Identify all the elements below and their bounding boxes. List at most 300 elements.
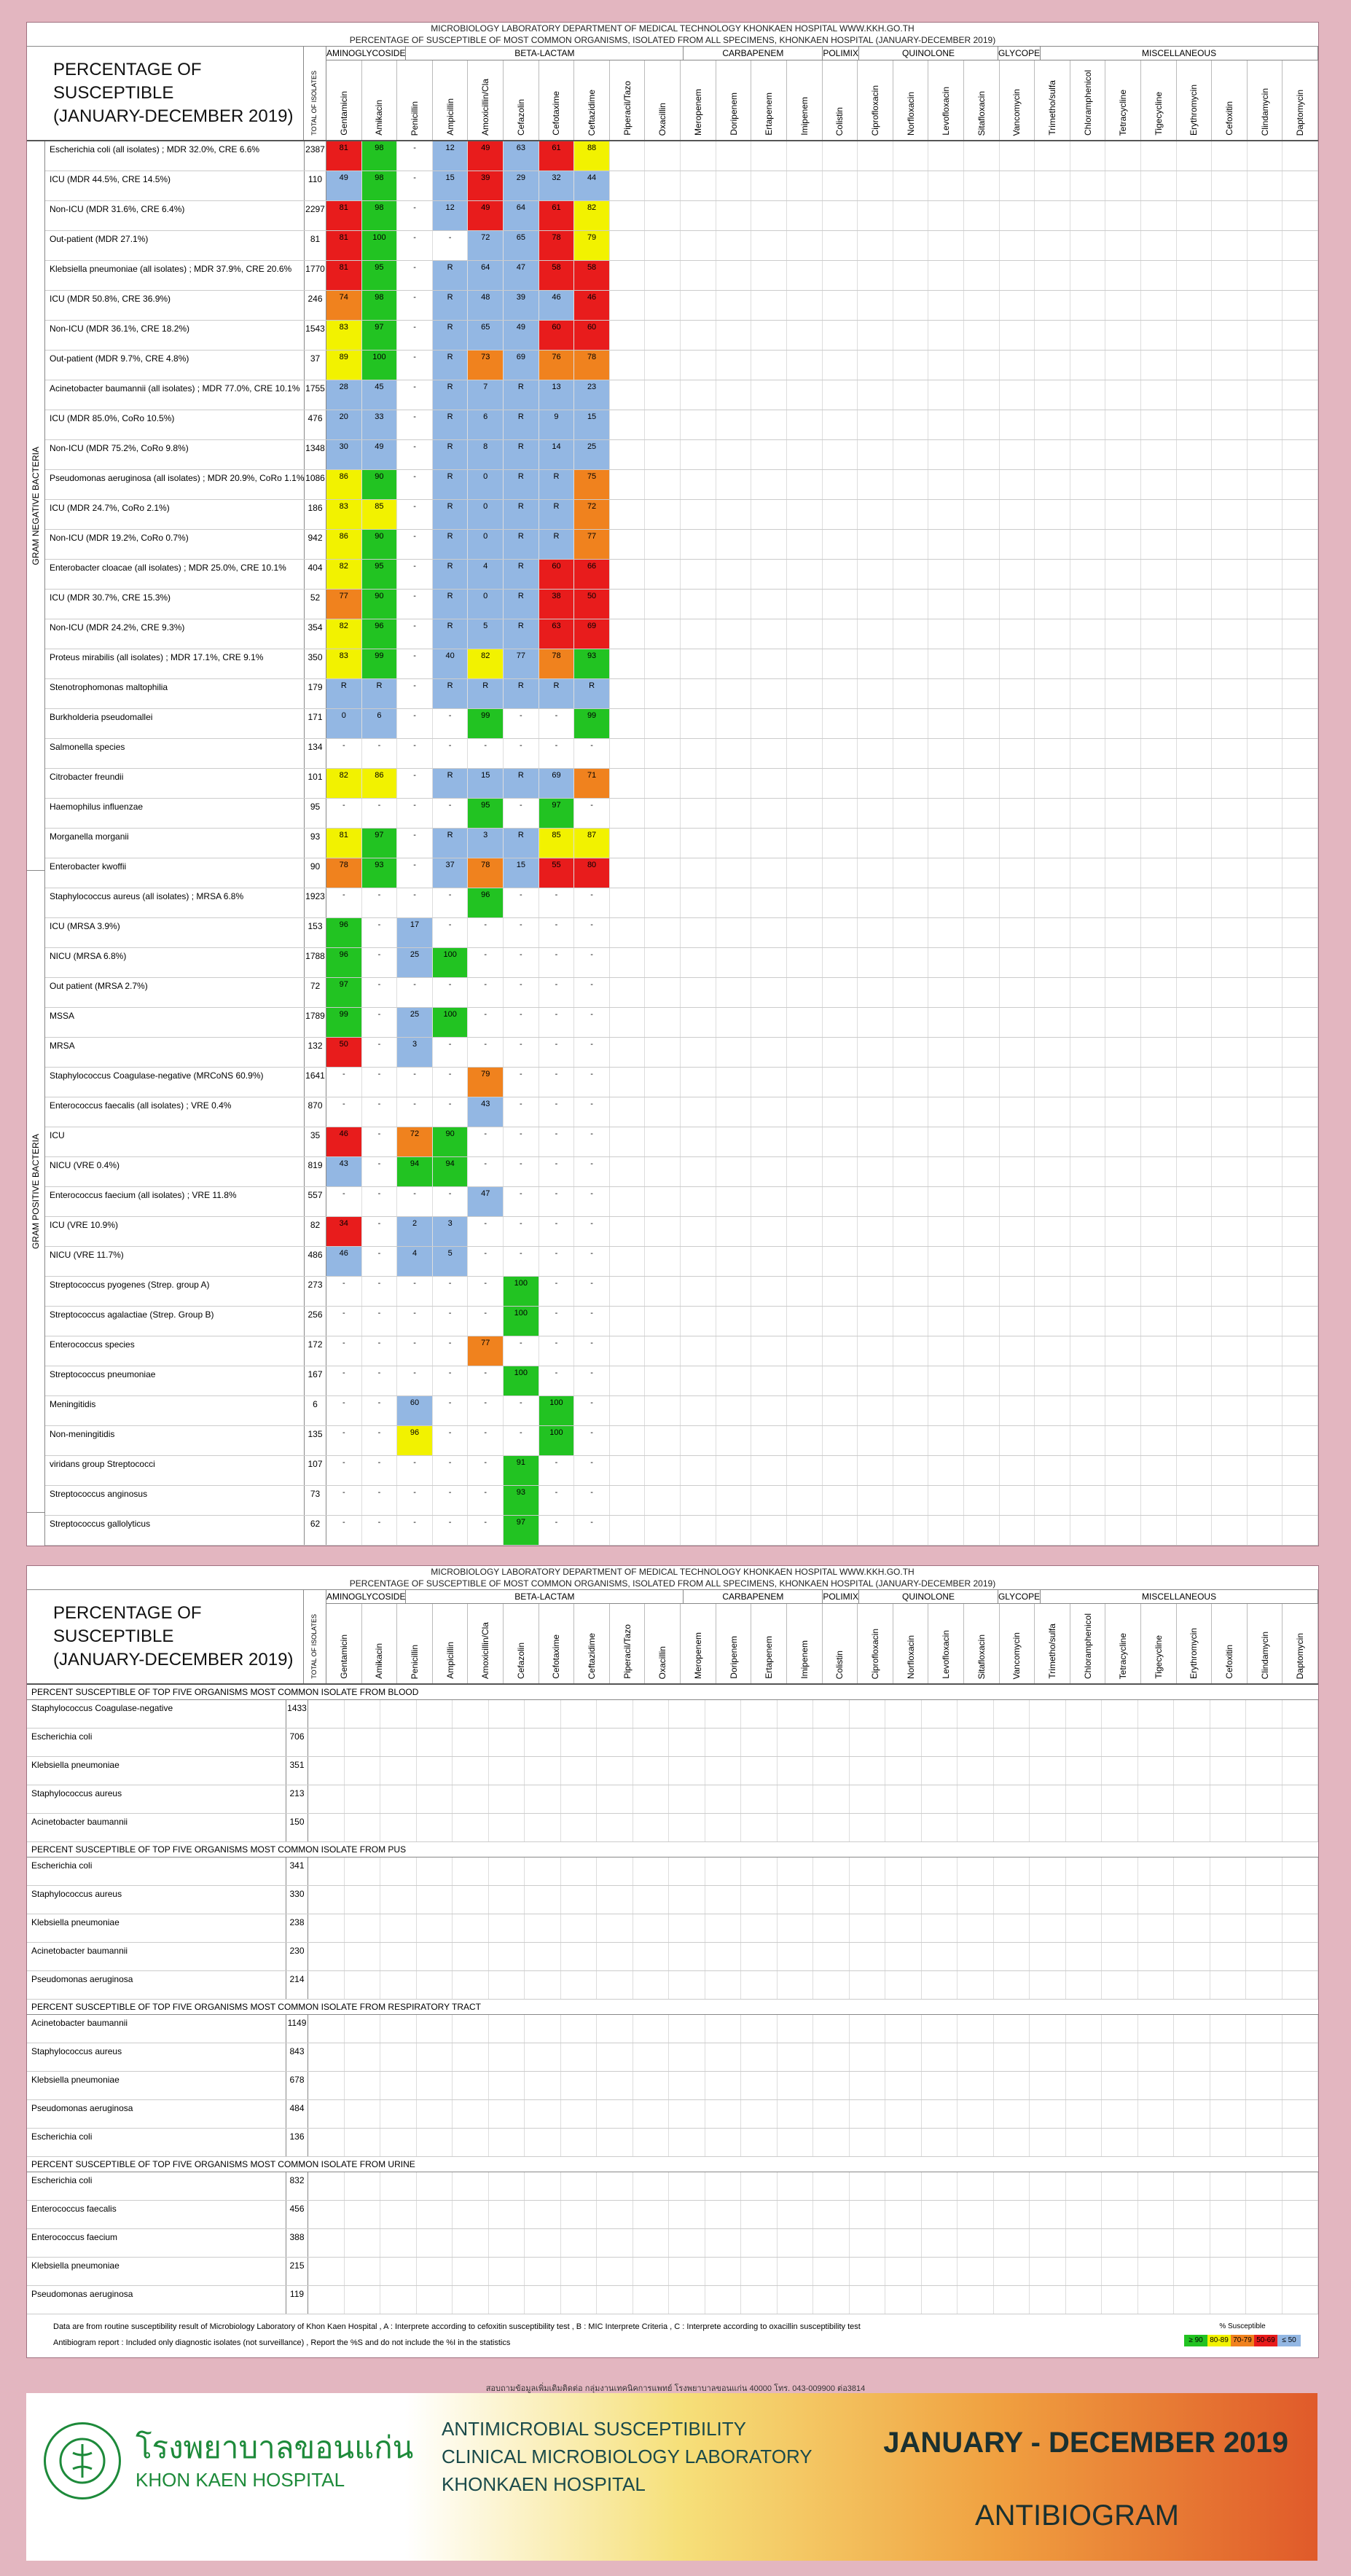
susceptibility-cell [1283, 829, 1318, 858]
susceptibility-cell [1105, 1426, 1141, 1455]
organism-name: Non-ICU (MDR 19.2%, CoRo 0.7%) [45, 530, 305, 559]
susceptibility-cell [489, 2258, 525, 2285]
table-row [27, 2201, 1318, 2229]
susceptibility-cell [823, 590, 858, 619]
susceptibility-cell [1246, 1914, 1283, 1942]
table-row [45, 1516, 1318, 1546]
susceptibility-cell [453, 1886, 489, 1914]
isolate-total: 150 [286, 1814, 308, 1841]
susceptibility-cell [778, 2172, 814, 2200]
susceptibility-cell [858, 978, 893, 1007]
susceptibility-cell [610, 1396, 646, 1425]
susceptibility-cell [885, 2258, 922, 2285]
susceptibility-cell: - [362, 1157, 398, 1186]
isolate-total: 101 [305, 769, 326, 798]
antibiotic-name: Tetracycline [1118, 1632, 1129, 1679]
table-row [45, 1366, 1318, 1396]
susceptibility-cell [645, 829, 681, 858]
susceptibility-cell [893, 1038, 929, 1067]
susceptibility-cell [885, 1857, 922, 1885]
antibiotic-header [681, 1604, 716, 1683]
susceptibility-cell: - [326, 888, 362, 917]
susceptibility-cell: - [574, 1426, 610, 1455]
susceptibility-cell [681, 799, 716, 828]
susceptibility-cell [850, 1914, 886, 1942]
susceptibility-cells [326, 679, 1318, 708]
susceptibility-cell [1174, 1971, 1210, 1999]
table-row [45, 201, 1318, 231]
susceptibility-cells [308, 2129, 1318, 2156]
isolate-total: 273 [305, 1277, 326, 1306]
susceptibility-cell [1000, 530, 1035, 559]
susceptibility-cell: 49 [468, 201, 504, 230]
susceptibility-cell [1210, 1943, 1247, 1970]
susceptibility-cell [1000, 1336, 1035, 1366]
organism-name: Acinetobacter baumannii [27, 1814, 286, 1841]
susceptibility-cell [417, 1914, 453, 1942]
susceptibility-cells [326, 351, 1318, 380]
susceptibility-cell [1248, 500, 1283, 529]
susceptibility-cell: 98 [362, 291, 398, 320]
susceptibility-cell: R [504, 560, 539, 589]
susceptibility-cell [741, 1729, 778, 1756]
susceptibility-cell: R [433, 560, 469, 589]
susceptibility-cell: 15 [504, 858, 539, 888]
table-row [27, 1814, 1318, 1842]
susceptibility-cell [345, 1886, 381, 1914]
antibiotic-name: Levofloxacin [941, 87, 952, 136]
susceptibility-cell: - [468, 1516, 504, 1545]
susceptibility-cell: 12 [433, 201, 469, 230]
susceptibility-cell: 86 [326, 470, 362, 499]
isolate-total: 1641 [305, 1068, 326, 1097]
antibiotic-header [1177, 1604, 1213, 1683]
susceptibility-cell: - [433, 1277, 469, 1306]
susceptibility-cell [525, 1857, 561, 1885]
susceptibility-cell [1070, 380, 1106, 410]
susceptibility-cell [705, 2172, 742, 2200]
antibiotic-header [1141, 60, 1177, 140]
antibiotic-name: Cefazolin [515, 98, 526, 136]
antibiotic-name: Colistin [834, 1650, 845, 1679]
susceptibility-cell [893, 231, 929, 260]
susceptibility-cell [741, 2172, 778, 2200]
susceptibility-cell: 45 [362, 380, 398, 410]
susceptibility-cell [813, 1857, 850, 1885]
susceptibility-cell [1212, 858, 1248, 888]
susceptibility-cell: - [362, 1307, 398, 1336]
susceptibility-cell [561, 2129, 598, 2156]
susceptibility-cell [928, 978, 964, 1007]
susceptibility-cell [893, 261, 929, 290]
susceptibility-cell [964, 1336, 1000, 1366]
susceptibility-cell [1000, 858, 1035, 888]
susceptibility-cell: - [539, 1068, 575, 1097]
susceptibility-cell [928, 1366, 964, 1395]
title-line-1: PERCENTAGE OF SUSCEPTIBLE [53, 60, 202, 103]
note-line: Data are from routine susceptibility result of Microbiology Laboratory of Khon Kaen Hospital , A : Interprete according to cefoxitin susceptibility test , B : MIC Interprete Criteria , C : Interprete according to oxacillin susceptibility test [53, 2322, 861, 2331]
susceptibility-cell: - [433, 1516, 469, 1545]
susceptibility-cell [858, 1217, 893, 1246]
susceptibility-cell [716, 1456, 752, 1485]
isolate-total: 73 [305, 1486, 326, 1515]
susceptibility-cell: 8 [468, 440, 504, 469]
susceptibility-cell [1141, 470, 1177, 499]
susceptibility-cell [610, 380, 646, 410]
susceptibility-cell [417, 2286, 453, 2314]
susceptibility-cell [561, 2100, 598, 2128]
susceptibility-cell [1070, 1336, 1106, 1366]
susceptibility-cell [1141, 978, 1177, 1007]
susceptibility-cell [958, 1700, 994, 1728]
susceptibility-cell [1283, 410, 1318, 439]
susceptibility-cell: - [433, 1187, 469, 1216]
antibiotic-header [716, 1604, 752, 1683]
susceptibility-cell [1283, 1157, 1318, 1186]
susceptibility-cell [716, 1127, 752, 1156]
antibiotic-name: Norfloxacin [905, 91, 916, 136]
susceptibility-cell [787, 500, 823, 529]
susceptibility-cell: R [504, 769, 539, 798]
susceptibility-cell [1105, 171, 1141, 200]
susceptibility-cell [1248, 1277, 1283, 1306]
susceptibility-cell [716, 799, 752, 828]
susceptibility-cell [928, 1157, 964, 1186]
susceptibility-cell [597, 1886, 633, 1914]
susceptibility-cell [787, 769, 823, 798]
susceptibility-cell [928, 380, 964, 410]
susceptibility-cell: - [574, 1068, 610, 1097]
susceptibility-cell [1105, 918, 1141, 947]
organism-name: Pseudomonas aeruginosa [27, 2100, 286, 2128]
susceptibility-cell: - [326, 1277, 362, 1306]
report-period: JANUARY - DECEMBER 2019 [883, 2427, 1288, 2459]
susceptibility-cell [928, 1068, 964, 1097]
susceptibility-cell: - [574, 1187, 610, 1216]
susceptibility-cell [823, 1516, 858, 1545]
antibiotic-header [681, 60, 716, 140]
antibiotic-columns [326, 1590, 1318, 1683]
antibiotic-header [928, 60, 964, 140]
susceptibility-cell [964, 171, 1000, 200]
susceptibility-cell: 86 [362, 769, 398, 798]
susceptibility-cell [633, 2015, 670, 2043]
susceptibility-cell [858, 1068, 893, 1097]
susceptibility-cell [1070, 1217, 1106, 1246]
susceptibility-cell [850, 2229, 886, 2257]
susceptibility-cell [1030, 1700, 1066, 1728]
susceptibility-cell [1177, 201, 1213, 230]
susceptibility-cell [681, 829, 716, 858]
susceptibility-cell [1141, 1157, 1177, 1186]
susceptibility-cell [1035, 769, 1070, 798]
susceptibility-cell: 83 [326, 321, 362, 350]
susceptibility-cell [1070, 1516, 1106, 1545]
susceptibility-cell [705, 1914, 742, 1942]
susceptibility-cell [1246, 2201, 1283, 2228]
susceptibility-cell [1105, 500, 1141, 529]
susceptibility-cell [1105, 1396, 1141, 1425]
susceptibility-cell [1000, 918, 1035, 947]
susceptibility-cell [1141, 649, 1177, 678]
susceptibility-cell [716, 231, 752, 260]
susceptibility-cell [1070, 560, 1106, 589]
susceptibility-cell: - [362, 918, 398, 947]
susceptibility-cell [922, 1814, 958, 1841]
susceptibility-cell [958, 1971, 994, 1999]
susceptibility-cell [958, 2286, 994, 2314]
organism-name: Klebsiella pneumoniae [27, 1914, 286, 1942]
susceptibility-cell: 89 [326, 351, 362, 380]
susceptibility-cell: - [539, 1127, 575, 1156]
susceptibility-cell: - [397, 560, 433, 589]
susceptibility-cell [1138, 1943, 1175, 1970]
organism-name: Non-ICU (MDR 24.2%, CRE 9.3%) [45, 619, 305, 649]
antibiotic-name: Piperacil/Tazo [622, 1624, 633, 1679]
susceptibility-cell [928, 440, 964, 469]
susceptibility-cell [885, 1700, 922, 1728]
susceptibility-cell: - [539, 1157, 575, 1186]
antibiotic-header [1212, 1604, 1248, 1683]
susceptibility-cell [681, 440, 716, 469]
susceptibility-cell [1174, 1757, 1210, 1785]
susceptibility-cell: - [397, 858, 433, 888]
susceptibility-cell [610, 1366, 646, 1395]
susceptibility-cell [885, 2072, 922, 2099]
susceptibility-cell [1283, 1426, 1318, 1455]
susceptibility-cell [850, 2286, 886, 2314]
susceptibility-cell [705, 1757, 742, 1785]
susceptibility-cell [716, 1516, 752, 1545]
susceptibility-cell [928, 1247, 964, 1276]
susceptibility-cell [1070, 231, 1106, 260]
isolate-total: 486 [305, 1247, 326, 1276]
antibiotic-names [326, 1604, 1318, 1683]
susceptibility-cell: - [397, 1307, 433, 1336]
antibiotic-name: Clindamycin [1259, 1631, 1270, 1679]
susceptibility-cell [610, 1516, 646, 1545]
susceptibility-cell: R [433, 500, 469, 529]
susceptibility-cell: - [539, 1008, 575, 1037]
susceptibility-cell [1141, 1247, 1177, 1276]
susceptibility-cell [1212, 948, 1248, 977]
susceptibility-cells [326, 1068, 1318, 1097]
susceptibility-cell [1212, 1307, 1248, 1336]
organism-name: Acinetobacter baumannii [27, 2015, 286, 2043]
susceptibility-cell [1102, 2172, 1138, 2200]
susceptibility-cell [751, 888, 787, 917]
organism-name: Non-ICU (MDR 75.2%, CoRo 9.8%) [45, 440, 305, 469]
susceptibility-cells [326, 649, 1318, 678]
group-glycopeptide: GLYCOPE [998, 1592, 1041, 1602]
group-beta-lactam: BETA-LACTAM [406, 47, 684, 60]
table-2-column-header [27, 1590, 1318, 1685]
susceptibility-cell [823, 649, 858, 678]
susceptibility-cell [681, 739, 716, 768]
susceptibility-cell [964, 380, 1000, 410]
table-row [45, 948, 1318, 978]
susceptibility-cell [561, 1814, 598, 1841]
susceptibility-cell [645, 1217, 681, 1246]
susceptibility-cell [610, 1097, 646, 1127]
susceptibility-cell [1248, 1038, 1283, 1067]
susceptibility-cell [681, 1336, 716, 1366]
susceptibility-cell: 46 [326, 1247, 362, 1276]
susceptibility-cells [326, 1307, 1318, 1336]
antibiotic-header [1000, 1604, 1035, 1683]
susceptibility-cell [1248, 1157, 1283, 1186]
susceptibility-cell [1070, 769, 1106, 798]
susceptibility-cell [1070, 1068, 1106, 1097]
isolate-total: 330 [286, 1886, 308, 1914]
susceptibility-cell [964, 1307, 1000, 1336]
susceptibility-cell [813, 1914, 850, 1942]
susceptibility-cell: - [574, 1336, 610, 1366]
susceptibility-cell [489, 2129, 525, 2156]
susceptibility-cell: 55 [539, 858, 575, 888]
susceptibility-cell [751, 291, 787, 320]
susceptibility-cell [1177, 619, 1213, 649]
susceptibility-cell [885, 2015, 922, 2043]
susceptibility-cell [858, 888, 893, 917]
susceptibility-cell [645, 799, 681, 828]
susceptibility-cell [928, 171, 964, 200]
susceptibility-cell [787, 1247, 823, 1276]
susceptibility-cell [1035, 1456, 1070, 1485]
susceptibility-cell: 100 [504, 1277, 539, 1306]
susceptibility-cell [1212, 530, 1248, 559]
susceptibility-cell [597, 1943, 633, 1970]
organism-name: ICU (VRE 10.9%) [45, 1217, 305, 1246]
contact-line: สอบถามข้อมูลเพิ่มเติมติดต่อ กลุ่มงานเทคนิคการแพทย์ โรงพยาบาลขอนแก่น 40000 โทร. 043-009900 ต่อ3814 [485, 2384, 866, 2393]
susceptibility-cell [1210, 1914, 1247, 1942]
susceptibility-cell [787, 261, 823, 290]
susceptibility-cell [1105, 739, 1141, 768]
susceptibility-cell [858, 799, 893, 828]
susceptibility-cell [928, 799, 964, 828]
susceptibility-cell: - [504, 918, 539, 947]
susceptibility-cell [681, 231, 716, 260]
susceptibility-cell [1070, 1366, 1106, 1395]
isolate-total: 153 [305, 918, 326, 947]
isolate-total: 110 [305, 171, 326, 200]
susceptibility-cell [1212, 769, 1248, 798]
susceptibility-cell: - [468, 1426, 504, 1455]
susceptibility-cell [1283, 440, 1318, 469]
susceptibility-cell [1246, 2286, 1283, 2314]
susceptibility-cell [885, 2172, 922, 2200]
susceptibility-cell: - [397, 649, 433, 678]
susceptibility-cell [633, 1943, 670, 1970]
susceptibility-cell [1212, 141, 1248, 171]
susceptibility-cell [1105, 1516, 1141, 1545]
susceptibility-cell: - [539, 948, 575, 977]
susceptibility-cell [858, 1456, 893, 1485]
susceptibility-cell [1105, 1127, 1141, 1156]
table-row [45, 560, 1318, 590]
susceptibility-cell [1283, 1307, 1318, 1336]
isolate-total: 388 [286, 2229, 308, 2257]
susceptibility-cell [681, 679, 716, 708]
susceptibility-cells [326, 978, 1318, 1007]
susceptibility-cell [610, 141, 646, 171]
susceptibility-cell: - [504, 948, 539, 977]
gram-negative-label: GRAM NEGATIVE BACTERIA [27, 141, 44, 871]
susceptibility-cell [858, 470, 893, 499]
susceptibility-cell [1070, 500, 1106, 529]
susceptibility-cell [645, 1247, 681, 1276]
susceptibility-cell [610, 231, 646, 260]
susceptibility-cell [645, 560, 681, 589]
susceptibility-cell [1283, 1785, 1319, 1813]
susceptibility-cell [633, 2286, 670, 2314]
susceptibility-cell [453, 2072, 489, 2099]
susceptibility-cell [1102, 2072, 1138, 2099]
susceptibility-cell [1102, 2129, 1138, 2156]
susceptibility-cell [1212, 1097, 1248, 1127]
susceptibility-cell [850, 2129, 886, 2156]
organism-name: NICU (VRE 11.7%) [45, 1247, 305, 1276]
susceptibility-cell [893, 351, 929, 380]
table-row [45, 1008, 1318, 1038]
table-row [27, 1971, 1318, 2000]
susceptibility-cell [1248, 1486, 1283, 1515]
susceptibility-cells [326, 1157, 1318, 1186]
susceptibility-cell: - [504, 1157, 539, 1186]
susceptibility-cell: - [468, 1247, 504, 1276]
susceptibility-cell [1035, 410, 1070, 439]
susceptibility-cell [489, 1757, 525, 1785]
susceptibility-cell [850, 2172, 886, 2200]
susceptibility-cell [1283, 2100, 1319, 2128]
susceptibility-cell [964, 1426, 1000, 1455]
susceptibility-cells [326, 231, 1318, 260]
susceptibility-cell [1105, 679, 1141, 708]
susceptibility-cell [958, 1857, 994, 1885]
susceptibility-cell [1000, 1127, 1035, 1156]
susceptibility-cell [922, 1700, 958, 1728]
susceptibility-cell [751, 1068, 787, 1097]
isolate-total: 172 [305, 1336, 326, 1366]
susceptibility-cell [964, 799, 1000, 828]
susceptibility-cell [645, 1127, 681, 1156]
susceptibility-cell [1283, 141, 1318, 171]
susceptibility-cell [885, 1914, 922, 1942]
susceptibility-cell [681, 1187, 716, 1216]
susceptibility-cells [326, 918, 1318, 947]
susceptibility-cell [1105, 709, 1141, 738]
susceptibility-cell [751, 470, 787, 499]
susceptibility-cell: - [504, 739, 539, 768]
susceptibility-cell [893, 679, 929, 708]
susceptibility-cell: - [362, 1187, 398, 1216]
susceptibility-cell [1246, 1943, 1283, 1970]
susceptibility-cell [928, 1187, 964, 1216]
susceptibility-cell: 15 [468, 769, 504, 798]
susceptibility-cell [597, 2201, 633, 2228]
table-row [45, 321, 1318, 351]
susceptibility-cell [893, 1336, 929, 1366]
susceptibility-cell [778, 2129, 814, 2156]
susceptibility-cell [1248, 1217, 1283, 1246]
organism-name: Escherichia coli [27, 2172, 286, 2200]
susceptibility-cell [1066, 2201, 1103, 2228]
table-row [45, 440, 1318, 470]
susceptibility-cell [716, 1396, 752, 1425]
susceptibility-cell [787, 440, 823, 469]
susceptibility-cell [928, 201, 964, 230]
susceptibility-cell [380, 1729, 417, 1756]
